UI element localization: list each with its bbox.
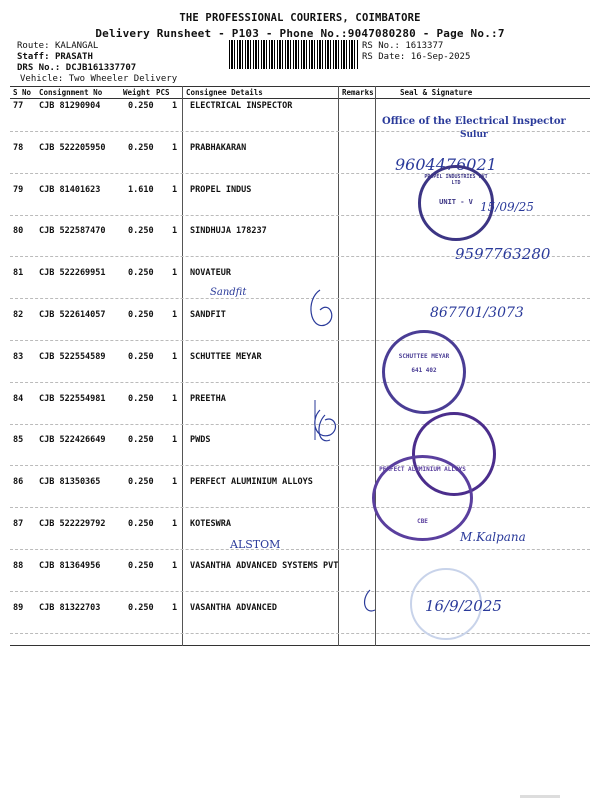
phone-78-handwritten: 9604476021 [395, 155, 497, 174]
col-seal: Seal & Signature [400, 88, 473, 97]
rs-date-label: RS Date: [362, 52, 406, 62]
row-consignee: PERFECT ALUMINIUM ALLOYS [190, 477, 313, 488]
rs-no-label: RS No.: [362, 41, 400, 51]
row-weight: 0.250 [128, 519, 154, 529]
row-consignment-no: CJB 81290904 [39, 101, 101, 111]
row-sno: 81 [13, 268, 24, 279]
row-pcs: 1 [172, 477, 178, 488]
row-weight: 0.250 [128, 268, 154, 279]
perfect-stamp-city: CBE [417, 518, 428, 525]
phone-82-handwritten: 867701/3073 [430, 305, 524, 321]
row-weight: 0.250 [128, 560, 154, 571]
perfect-stamp-text: PERFECT ALUMINIUM ALLOYS [379, 466, 466, 473]
row-consignment-no: CJB 522269951 [39, 268, 106, 279]
row-sno: 77 [13, 101, 24, 111]
row-sno: 85 [13, 435, 24, 446]
drs-value: DCJB161337707 [65, 63, 137, 73]
row-weight: 0.250 [128, 142, 154, 153]
row-sno: 80 [13, 226, 24, 237]
table-top-rule [10, 86, 590, 87]
route-value: KALANGAL [54, 41, 99, 51]
rs-no-line [362, 41, 443, 51]
row-weight: 0.250 [128, 393, 154, 404]
row-consignee: PWDS [190, 435, 211, 446]
remarks-scribbles [290, 270, 380, 670]
row-sno: 88 [13, 560, 24, 571]
alstom-handwritten: ALSTOM [230, 538, 281, 551]
office-stamp-text: Office of the Electrical Inspector [382, 116, 566, 127]
col-pcs: PCS [156, 88, 170, 97]
row-consignee: SCHUTTEE MEYAR [190, 351, 262, 362]
row-pcs: 1 [172, 310, 178, 320]
scan-mark [520, 795, 560, 798]
row-consignment-no: CJB 81364956 [39, 560, 101, 571]
propel-stamp-unit: UNIT - V [439, 198, 473, 206]
staff-value: PRASATH [54, 52, 93, 62]
date-79-handwritten: 15/09/25 [480, 200, 534, 214]
row-consignee: VASANTHA ADVANCED SYSTEMS PVT [190, 560, 339, 571]
row-sno: 89 [13, 602, 24, 613]
row-weight: 0.250 [128, 435, 154, 446]
row-consignment-no: CJB 81350365 [39, 477, 101, 488]
row-sno: 78 [13, 142, 24, 153]
date-89-handwritten: 16/9/2025 [425, 597, 502, 615]
row-consignment-no: CJB 522554589 [39, 351, 106, 362]
col-consignment: Consignment No [39, 88, 103, 97]
row-pcs: 1 [172, 268, 178, 279]
row-sno: 83 [13, 351, 24, 362]
row-consignment-no: CJB 522554981 [39, 393, 106, 404]
row-consignee: ELECTRICAL INSPECTOR [190, 101, 293, 111]
row-sno: 82 [13, 310, 24, 320]
row-consignment-no: CJB 522205950 [39, 142, 106, 153]
row-weight: 0.250 [128, 351, 154, 362]
row-pcs: 1 [172, 226, 178, 237]
schuttee-stamp [382, 330, 466, 414]
row-consignee: SINDHUJA 178237 [190, 226, 267, 237]
row-consignee: VASANTHA ADVANCED [190, 602, 277, 613]
row-weight: 0.250 [128, 477, 154, 488]
col-weight: Weight [123, 88, 151, 97]
row-sno: 86 [13, 477, 24, 488]
table-row [10, 143, 590, 184]
row-weight: 0.250 [128, 602, 154, 613]
row-consignee: PRABHAKARAN [190, 142, 247, 153]
row-consignment-no: CJB 522426649 [39, 435, 106, 446]
sandfit-handwritten: Sandfit [210, 287, 247, 298]
row-consignee: NOVATEUR [190, 268, 231, 279]
col-sno: S No [13, 88, 32, 97]
col-remarks: Remarks [342, 88, 374, 97]
staff-line [17, 52, 93, 62]
row-weight: 1.610 [128, 184, 154, 195]
row-consignee: PROPEL INDUS [190, 184, 252, 195]
row-sno: 87 [13, 519, 24, 529]
row-separator [10, 131, 590, 132]
row-weight: 0.250 [128, 101, 154, 111]
row-weight: 0.250 [128, 310, 154, 320]
phone-80-handwritten: 9597763280 [455, 245, 551, 263]
vehicle-line: Vehicle: Two Wheeler Delivery [20, 74, 178, 84]
row-pcs: 1 [172, 101, 178, 111]
row-consignment-no: CJB 522614057 [39, 310, 106, 320]
perfect-stamp [372, 455, 473, 541]
row-consignment-no: CJB 522229792 [39, 519, 106, 529]
schuttee-stamp-pin: 641 402 [411, 367, 437, 374]
row-separator [10, 215, 590, 216]
table-header-rule [10, 98, 590, 99]
schuttee-stamp-text: SCHUTTEE MEYAR [398, 353, 450, 360]
route-label: Route: [17, 41, 50, 51]
staff-label: Staff: [17, 52, 50, 62]
row-sno: 84 [13, 393, 24, 404]
row-separator [10, 173, 590, 174]
row-consignment-no: CJB 522587470 [39, 226, 106, 237]
table-header [10, 88, 590, 98]
row-pcs: 1 [172, 519, 178, 529]
office-stamp-sub: Sulur [460, 130, 488, 140]
rs-date-line [362, 52, 470, 62]
rs-no-value: 1613377 [405, 41, 444, 51]
kalpana-signature: M.Kalpana [460, 530, 526, 544]
company-title: THE PROFESSIONAL COURIERS, COIMBATORE [179, 12, 421, 24]
row-consignment-no: CJB 81322703 [39, 602, 101, 613]
runsheet-subtitle: Delivery Runsheet - P103 - Phone No.:9047080280 - Page No.:7 [95, 27, 505, 40]
row-consignee: PREETHA [190, 393, 226, 404]
drs-line [17, 63, 136, 73]
barcode [229, 40, 359, 69]
col-consignee: Consignee Details [186, 88, 263, 97]
row-pcs: 1 [172, 560, 178, 571]
row-consignee: KOTESWRA [190, 519, 231, 529]
row-pcs: 1 [172, 602, 178, 613]
propel-stamp-text: PROPEL INDUSTRIES PVT LTD [424, 174, 488, 186]
route-line [17, 41, 98, 51]
row-weight: 0.250 [128, 226, 154, 237]
row-consignment-no: CJB 81401623 [39, 184, 101, 195]
row-consignee: SANDFIT [190, 310, 226, 320]
row-pcs: 1 [172, 184, 178, 195]
row-pcs: 1 [172, 142, 178, 153]
row-sno: 79 [13, 184, 24, 195]
row-pcs: 1 [172, 435, 178, 446]
row-pcs: 1 [172, 393, 178, 404]
row-pcs: 1 [172, 351, 178, 362]
drs-label: DRS No.: [17, 63, 61, 73]
rs-date-value: 16-Sep-2025 [410, 52, 471, 62]
